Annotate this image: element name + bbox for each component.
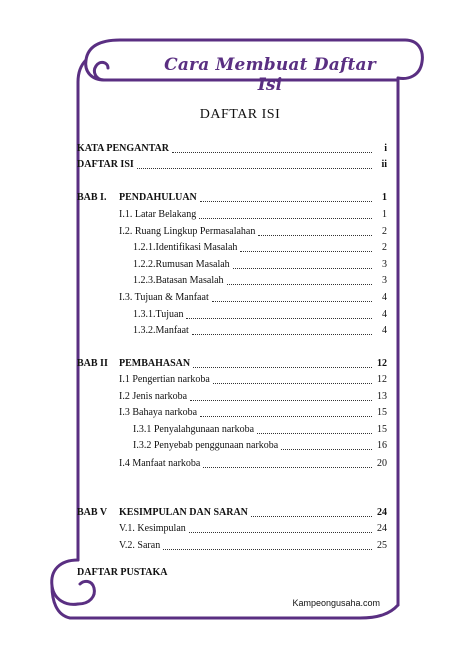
toc-entry [77,257,387,271]
toc-page-number: 4 [382,309,387,320]
toc-page-number: 2 [382,226,387,237]
daftar-pustaka-label: DAFTAR PUSTAKA [77,567,168,578]
toc-page-number: 3 [382,275,387,286]
toc-page-number: 4 [382,292,387,303]
toc-entry-label: I.3. Tujuan & Manfaat [119,292,209,303]
toc-dot-leader [199,218,372,219]
toc-dot-leader [189,532,372,533]
toc-entry [77,240,387,254]
toc-entry-label: KESIMPULAN DAN SARAN [119,507,248,518]
toc-page-number: 12 [377,358,387,369]
toc-entry [77,505,387,519]
footer-source: Kampeongusaha.com [292,598,380,608]
toc-entry [77,207,387,221]
toc-dot-leader [200,416,372,417]
toc-page-number: i [384,143,387,154]
toc-chapter-number: BAB I. [77,192,107,203]
toc-entry-label: PENDAHULUAN [119,192,197,203]
toc-dot-leader [257,433,372,434]
toc-entry-label: DAFTAR ISI [77,159,134,170]
toc-page-number: 15 [377,407,387,418]
document-title: Cara Membuat Daftar Isi [164,55,376,95]
toc-dot-leader [190,400,372,401]
toc-entry-label: I.2 Jenis narkoba [119,391,188,402]
toc-dot-leader [193,367,372,368]
toc-entry-label: I.3.2 Penyebab penggunaan narkoba [133,440,279,451]
toc-entry-label: 1.3.1.Tujuan [133,309,184,320]
toc-entry-label: KATA PENGANTAR [77,143,169,154]
toc-page-number: 15 [377,424,387,435]
toc-entry-label: I.1 Pengertian narkoba [119,374,210,385]
toc-dot-leader [186,318,372,319]
toc-dot-leader [212,301,372,302]
toc-entry [77,224,387,238]
toc-entry [77,190,387,204]
toc-entry [77,372,387,386]
toc-entry [77,290,387,304]
toc-dot-leader [163,549,372,550]
toc-page-number: 12 [377,374,387,385]
toc-dot-leader [233,268,372,269]
toc-entry [77,438,387,452]
toc-entry-label: I.1. Latar Belakang [119,209,197,220]
toc-page-number: 24 [377,523,387,534]
toc-entry-label: 1.2.2.Rumusan Masalah [133,259,230,270]
toc-dot-leader [192,334,372,335]
toc-page-number: 2 [382,242,387,253]
toc-dot-leader [240,251,372,252]
toc-entry-label: I.3 Bahaya narkoba [119,407,198,418]
toc-dot-leader [213,383,372,384]
toc-page-number: 4 [382,325,387,336]
toc-entry-label: 1.3.2.Manfaat [133,325,189,336]
toc-entry-label: I.4 Manfaat narkoba [119,458,201,469]
toc-entry [77,538,387,552]
toc-entry-label: I.3.1 Penyalahgunaan narkoba [133,424,255,435]
toc-entry [77,141,387,155]
toc-entry [77,323,387,337]
toc-page-number: 25 [377,540,387,551]
toc-entry [77,405,387,419]
toc-entry-label: 1.2.3.Batasan Masalah [133,275,224,286]
toc-page-number: ii [381,159,387,170]
toc-page-number: 20 [377,458,387,469]
toc-entry [77,521,387,535]
toc-page-number: 3 [382,259,387,270]
toc-chapter-number: BAB V [77,507,108,518]
toc-entry [77,456,387,470]
toc-entry [77,157,387,171]
toc-entry-label: V.2. Saran [119,540,161,551]
toc-page-number: 13 [377,391,387,402]
toc-dot-leader [281,449,372,450]
toc-dot-leader [251,516,372,517]
toc-page-number: 1 [382,209,387,220]
toc-chapter-number: BAB II [77,358,108,369]
toc-page-number: 24 [377,507,387,518]
toc-dot-leader [227,284,372,285]
toc-entry-label: PEMBAHASAN [119,358,191,369]
toc-heading: DAFTAR ISI [199,107,281,122]
toc-entry-label: 1.2.1.Identifikasi Masalah [133,242,238,253]
toc-entry [77,356,387,370]
toc-page-number: 16 [377,440,387,451]
daftar-pustaka-entry [77,565,167,579]
toc-entry [77,422,387,436]
toc-dot-leader [258,235,372,236]
toc-entry [77,307,387,321]
toc-dot-leader [137,168,372,169]
toc-entry-label: I.2. Ruang Lingkup Permasalahan [119,226,256,237]
toc-dot-leader [203,467,372,468]
toc-dot-leader [172,152,372,153]
toc-page-number: 1 [382,192,387,203]
toc-entry [77,389,387,403]
toc-entry [77,273,387,287]
toc-dot-leader [200,201,372,202]
toc-entry-label: V.1. Kesimpulan [119,523,186,534]
